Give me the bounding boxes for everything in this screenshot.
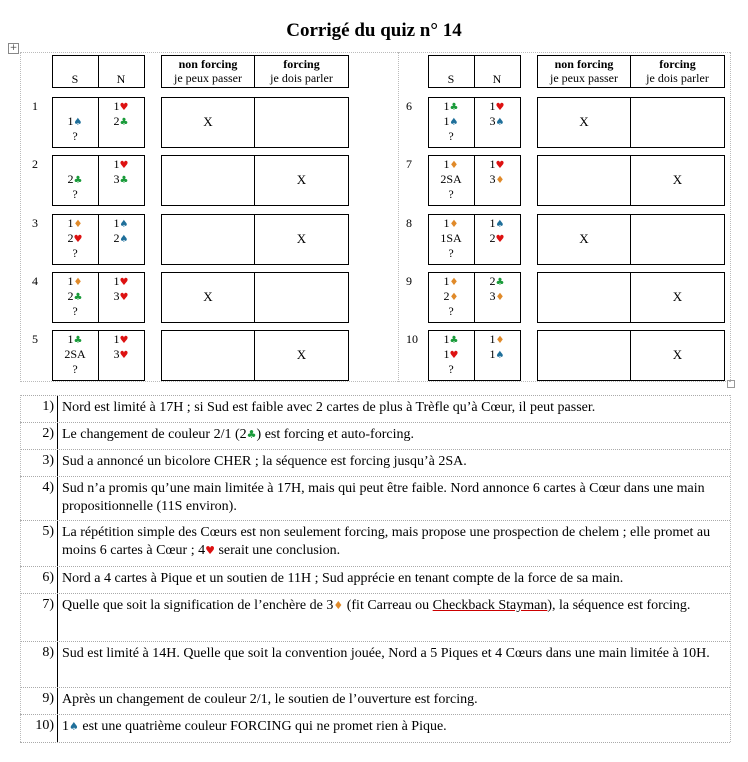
answer-number: 3): [42, 453, 54, 468]
diamond-suit-icon: ♦: [73, 219, 83, 230]
answer-mark: X: [203, 289, 213, 304]
bid-level: 2: [443, 289, 450, 303]
bid-level: 1: [443, 347, 450, 361]
bid-level: 1: [113, 216, 120, 230]
bid: [490, 157, 505, 171]
diamond-suit-icon: ♦: [449, 292, 459, 303]
bid-level: 3: [113, 172, 120, 186]
bid: [114, 157, 129, 171]
south-bid: [428, 129, 474, 144]
suit-icon: ♣: [246, 428, 257, 441]
answer-mark: X: [672, 289, 683, 304]
answer-row: [20, 687, 730, 715]
south-bid: [428, 172, 474, 187]
bid-level: 1: [443, 157, 450, 171]
bid: [114, 114, 129, 128]
answer-separator: [57, 521, 58, 567]
spade-suit-icon: ♠: [495, 350, 505, 361]
answer-mark: X: [296, 231, 307, 246]
answer-separator: [57, 594, 58, 642]
bid: [114, 332, 129, 346]
club-suit-icon: ♣: [449, 335, 459, 346]
bid-level: 2: [113, 114, 120, 128]
bid-level: 1: [443, 114, 450, 128]
heart-suit-icon: ♥: [73, 234, 83, 245]
south-bid: [428, 304, 474, 319]
bid-level: ?: [448, 129, 454, 143]
club-suit-icon: ♣: [495, 277, 505, 288]
bid-level: 1: [443, 274, 450, 288]
bid: [448, 246, 453, 260]
answer-mark: X: [579, 114, 589, 129]
spade-suit-icon: ♠: [495, 117, 505, 128]
bid-level: 1: [489, 347, 496, 361]
answer-row: [20, 395, 730, 423]
answers-bottom-border: [20, 742, 730, 743]
heart-suit-icon: ♥: [119, 277, 129, 288]
diamond-suit-icon: ♦: [449, 277, 459, 288]
south-bid: [428, 362, 474, 377]
north-bid: [474, 231, 520, 246]
south-bid: [428, 246, 474, 261]
answer-text: Après un changement de couleur 2/1, le soutien de l’ouverture est forcing.: [62, 692, 478, 707]
non-forcing-cell: [161, 155, 255, 206]
bid: [448, 362, 453, 376]
south-bid: [52, 187, 98, 202]
bid-level: ?: [448, 187, 454, 201]
page-title: Corrigé du quiz n° 14: [286, 20, 462, 41]
bid-level: 1: [113, 274, 120, 288]
forcing-cell: [254, 97, 349, 148]
answer-row: [20, 449, 730, 477]
header-north-label: N: [492, 72, 502, 86]
bid: [68, 332, 83, 346]
club-suit-icon: ♣: [119, 117, 129, 128]
answer-separator: [57, 715, 58, 743]
north-bid: [98, 114, 144, 129]
answer-text: Nord a 4 cartes à Pique et un soutien de 11H ; Sud apprécie en tenant compte de la force de sa main.: [62, 571, 624, 586]
bid: [490, 231, 505, 245]
bid-level: ?: [448, 304, 454, 318]
bid: [444, 347, 459, 361]
suit-icon: ♦: [333, 599, 344, 612]
answer-separator: [57, 396, 58, 423]
north-bid: [98, 289, 144, 304]
answer-row: [20, 566, 730, 594]
diamond-suit-icon: ♦: [449, 160, 459, 171]
north-bid: [98, 347, 144, 362]
forcing-cell: [630, 97, 725, 148]
bid: [490, 274, 505, 288]
bid: [490, 216, 505, 230]
answer-number: 4): [42, 480, 54, 495]
south-bid: [52, 172, 98, 187]
answer-row: [20, 641, 730, 688]
bid: [72, 304, 77, 318]
bid: [72, 129, 77, 143]
answer-separator: [57, 642, 58, 688]
bid-level: 1: [67, 216, 74, 230]
north-bid: [98, 274, 144, 289]
bid-level: 2: [67, 289, 74, 303]
bid-level: 1SA: [440, 231, 462, 245]
answer-mark: X: [579, 231, 589, 246]
answer-text: Le changement de couleur 2/1 (2♣) est forcing et auto-forcing.: [62, 427, 414, 442]
heart-suit-icon: ♥: [119, 160, 129, 171]
question-number: 6: [406, 99, 412, 113]
bid-level: ?: [72, 187, 78, 201]
answer-text: Sud n’a promis qu’une main limitée à 17H, mais qui peut être faible. Nord annonce 6 cartes à Cœur dans une main propositionnelle (11S environ).: [62, 481, 705, 514]
north-bid: [474, 347, 520, 362]
club-suit-icon: ♣: [449, 102, 459, 113]
heart-suit-icon: ♥: [119, 102, 129, 113]
answer-text: Quelle que soit la signification de l’enchère de 3♦ (fit Carreau ou Checkback Stayman), la séquence est forcing.: [62, 598, 691, 613]
heart-suit-icon: ♥: [495, 102, 505, 113]
answer-row: [20, 520, 730, 567]
bid: [440, 172, 461, 186]
south-bid: [52, 114, 98, 129]
answer-text: Nord est limité à 17H ; si Sud est faible avec 2 cartes de plus à Trèfle qu’à Cœur, il peut passer.: [62, 400, 596, 415]
bid: [444, 274, 459, 288]
bid-level: 2SA: [64, 347, 86, 361]
south-bid: [52, 274, 98, 289]
bid-level: 1: [113, 99, 120, 113]
answer-mark: X: [296, 172, 307, 187]
club-suit-icon: ♣: [73, 175, 83, 186]
question-number: 10: [406, 332, 418, 346]
bid-level: ?: [72, 129, 78, 143]
answer-number: 7): [42, 597, 54, 612]
table-move-handle-icon[interactable]: +: [9, 43, 18, 53]
heart-suit-icon: ♥: [119, 350, 129, 361]
south-bid: [52, 304, 98, 319]
heart-suit-icon: ♥: [119, 335, 129, 346]
north-bid: [98, 157, 144, 172]
bid: [68, 172, 83, 186]
spade-suit-icon: ♠: [119, 234, 129, 245]
bid: [114, 216, 129, 230]
suit-icon: ♥: [205, 544, 215, 557]
question-number: 9: [406, 274, 412, 288]
bid-level: 2: [489, 274, 496, 288]
bid: [68, 231, 83, 245]
bid-level: ?: [448, 246, 454, 260]
bid: [68, 114, 83, 128]
bid-level: 2: [489, 231, 496, 245]
answer-number: 6): [42, 570, 54, 585]
north-bid: [474, 157, 520, 172]
south-bid: [52, 216, 98, 231]
answer-text: La répétition simple des Cœurs est non seulement forcing, mais propose une prospection de chelem ; elle promet au moins 6 cartes à Cœur ; 4♥ serait une conclusion.: [62, 525, 711, 558]
north-bid: [98, 216, 144, 231]
south-bid: [428, 114, 474, 129]
north-bid: [98, 172, 144, 187]
bid-level: 3: [113, 347, 120, 361]
answer-row: [20, 714, 730, 743]
diamond-suit-icon: ♦: [73, 277, 83, 288]
heart-suit-icon: ♥: [495, 160, 505, 171]
answer-number: 10): [35, 718, 54, 733]
non-forcing-cell: [537, 330, 631, 381]
question-number: 5: [32, 332, 38, 346]
answer-number: 8): [42, 645, 54, 660]
north-bid: [474, 99, 520, 114]
answer-mark: X: [203, 114, 213, 129]
spade-suit-icon: ♠: [119, 219, 129, 230]
south-bid: [52, 362, 98, 377]
south-bid: [52, 231, 98, 246]
bid-level: 1: [113, 157, 120, 171]
bid-level: 1: [489, 216, 496, 230]
bid: [68, 216, 83, 230]
spade-suit-icon: ♠: [495, 219, 505, 230]
bid-level: 3: [489, 172, 496, 186]
spade-suit-icon: ♠: [449, 117, 459, 128]
answer-mark: X: [672, 347, 683, 362]
south-bid: [428, 274, 474, 289]
south-bid: [428, 332, 474, 347]
answer-text: 1♠ est une quatrième couleur FORCING qui ne promet rien à Pique.: [62, 719, 447, 734]
south-bid: [428, 289, 474, 304]
north-bid: [98, 99, 144, 114]
answers-right-border: [730, 395, 731, 742]
header-south-label: S: [71, 72, 79, 86]
answers-left-border: [20, 395, 21, 742]
header-north-label: N: [116, 72, 126, 86]
north-bid: [474, 216, 520, 231]
bid-level: 1: [489, 332, 496, 346]
bid: [114, 289, 129, 303]
bid-level: 2SA: [440, 172, 462, 186]
bid: [448, 304, 453, 318]
bid: [448, 187, 453, 201]
south-bid: [428, 187, 474, 202]
answer-mark: X: [296, 347, 307, 362]
header-forcing-label: forcing je dois parler: [270, 57, 333, 85]
bid: [72, 246, 77, 260]
bid: [448, 129, 453, 143]
bid: [490, 172, 505, 186]
header-non-forcing-label: non forcing je peux passer: [550, 57, 618, 85]
answer-number: 5): [42, 524, 54, 539]
heart-suit-icon: ♥: [119, 292, 129, 303]
answer-separator: [57, 477, 58, 521]
non-forcing-cell: [161, 214, 255, 265]
bid: [444, 157, 459, 171]
header-forcing-label: forcing je dois parler: [646, 57, 709, 85]
bid-level: 1: [443, 99, 450, 113]
south-bid: [52, 129, 98, 144]
answer-number: 9): [42, 691, 54, 706]
question-number: 4: [32, 274, 38, 288]
bid: [114, 231, 129, 245]
south-bid: [428, 157, 474, 172]
diamond-suit-icon: ♦: [449, 219, 459, 230]
bid: [444, 289, 459, 303]
bid-level: 2: [113, 231, 120, 245]
answer-separator: [57, 567, 58, 594]
north-bid: [474, 172, 520, 187]
north-bid: [98, 231, 144, 246]
answer-mark: X: [672, 172, 683, 187]
north-bid: [474, 332, 520, 347]
bid: [490, 114, 505, 128]
south-bid: [52, 332, 98, 347]
bid: [490, 289, 505, 303]
answer-separator: [57, 688, 58, 715]
bid: [64, 347, 85, 361]
forcing-cell: [254, 272, 349, 323]
bid-level: 1: [443, 216, 450, 230]
answer-text: Sud est limité à 14H. Quelle que soit la convention jouée, Nord a 5 Piques et 4 Cœurs dans une main limitée à 10H.: [62, 646, 710, 661]
bid: [440, 231, 461, 245]
answer-separator: [57, 423, 58, 450]
answer-row: [20, 422, 730, 450]
bid: [72, 362, 77, 376]
bid-level: 2: [67, 172, 74, 186]
bid-level: 1: [113, 332, 120, 346]
heart-suit-icon: ♥: [449, 350, 459, 361]
answer-number: 1): [42, 399, 54, 414]
table-resize-handle[interactable]: [727, 380, 735, 388]
bid: [444, 114, 459, 128]
bid-level: 1: [443, 332, 450, 346]
suit-icon: ♠: [69, 720, 79, 733]
bid: [444, 216, 459, 230]
bid-level: ?: [72, 362, 78, 376]
heart-suit-icon: ♥: [495, 234, 505, 245]
question-number: 1: [32, 99, 38, 113]
bid-level: 1: [489, 99, 496, 113]
north-bid: [474, 114, 520, 129]
bid: [490, 99, 505, 113]
answer-row: [20, 476, 730, 521]
north-bid: [474, 274, 520, 289]
bid-level: 3: [489, 289, 496, 303]
club-suit-icon: ♣: [73, 292, 83, 303]
bid: [114, 274, 129, 288]
bid-level: ?: [72, 246, 78, 260]
club-suit-icon: ♣: [73, 335, 83, 346]
north-bid: [98, 332, 144, 347]
bid: [490, 347, 505, 361]
question-number: 7: [406, 157, 412, 171]
answer-text: Sud a annoncé un bicolore CHER ; la séquence est forcing jusqu’à 2SA.: [62, 454, 467, 469]
bid-level: 1: [489, 157, 496, 171]
bid: [72, 187, 77, 201]
bid-level: 1: [67, 332, 74, 346]
bid-level: 1: [67, 114, 74, 128]
south-bid: [52, 289, 98, 304]
diamond-suit-icon: ♦: [495, 175, 505, 186]
bid: [68, 289, 83, 303]
south-bid: [52, 347, 98, 362]
south-bid: [428, 99, 474, 114]
bid-level: ?: [72, 304, 78, 318]
diamond-suit-icon: ♦: [495, 335, 505, 346]
forcing-cell: [630, 214, 725, 265]
spellcheck-word: Checkback Stayman: [432, 598, 548, 613]
south-bid: [428, 347, 474, 362]
south-bid: [52, 246, 98, 261]
diamond-suit-icon: ♦: [495, 292, 505, 303]
answer-separator: [57, 450, 58, 477]
bid: [114, 347, 129, 361]
bid-level: ?: [448, 362, 454, 376]
header-non-forcing-label: non forcing je peux passer: [174, 57, 242, 85]
bid: [114, 172, 129, 186]
north-bid: [474, 289, 520, 304]
bid: [114, 99, 129, 113]
bid: [68, 274, 83, 288]
club-suit-icon: ♣: [119, 175, 129, 186]
header-south-label: S: [447, 72, 455, 86]
bid-level: 3: [489, 114, 496, 128]
south-bid: [428, 216, 474, 231]
south-bid: [428, 231, 474, 246]
bid-level: 2: [67, 231, 74, 245]
question-number: 3: [32, 216, 38, 230]
question-number: 8: [406, 216, 412, 230]
non-forcing-cell: [537, 272, 631, 323]
answer-number: 2): [42, 426, 54, 441]
bid: [444, 332, 459, 346]
non-forcing-cell: [161, 330, 255, 381]
bid: [490, 332, 505, 346]
spade-suit-icon: ♠: [73, 117, 83, 128]
question-number: 2: [32, 157, 38, 171]
bid: [444, 99, 459, 113]
bid-level: 3: [113, 289, 120, 303]
answer-row: [20, 593, 730, 642]
non-forcing-cell: [537, 155, 631, 206]
bid-level: 1: [67, 274, 74, 288]
